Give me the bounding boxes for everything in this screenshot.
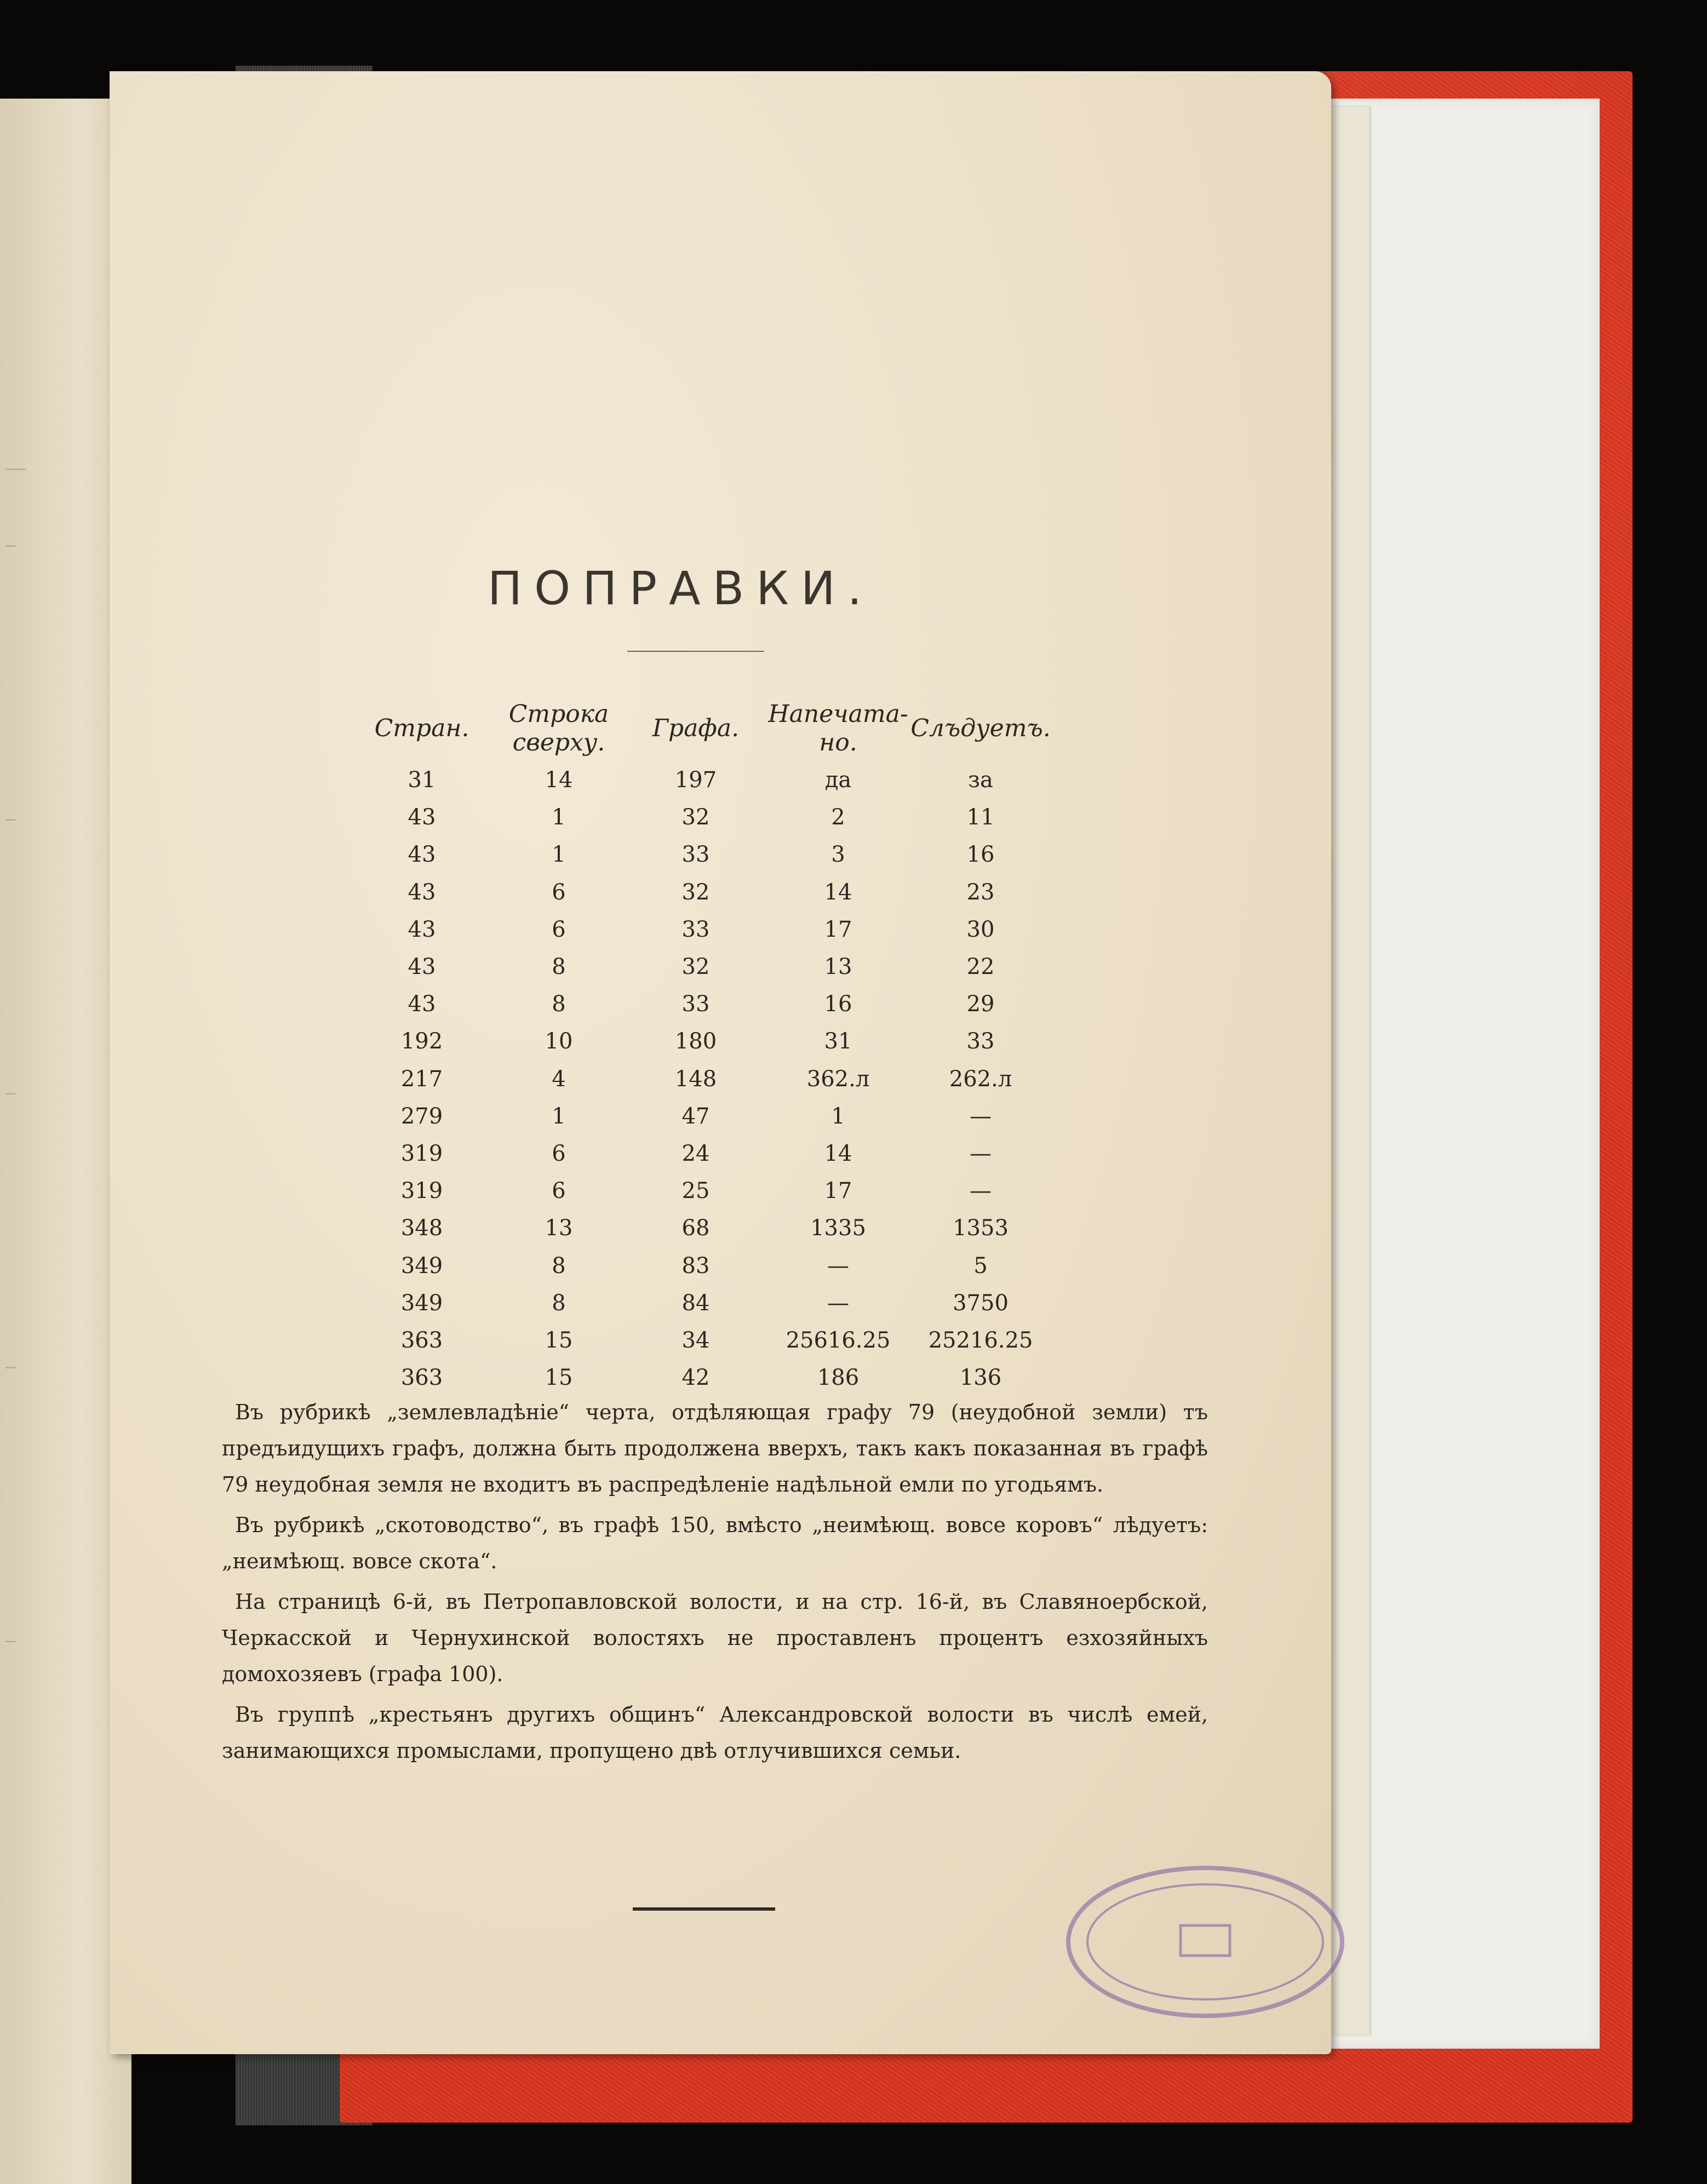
facing-page-edge: ── ─ ─ ─ ─ ─ <box>0 99 131 2184</box>
table-cell: 10 <box>545 1029 573 1054</box>
notes-section <box>222 1394 1208 1773</box>
bottom-rule <box>633 1907 775 1911</box>
table-header-row <box>351 696 1052 761</box>
table-cell: 23 <box>966 879 995 905</box>
table-cell: 192 <box>400 1029 443 1054</box>
table-cell: 3750 <box>953 1290 1009 1316</box>
table-row <box>351 874 1052 911</box>
table-cell: 180 <box>674 1029 717 1054</box>
table-cell: 148 <box>674 1066 717 1092</box>
table-cell: 1335 <box>810 1216 866 1241</box>
header-should-be: Слъдуетъ. <box>910 714 1051 742</box>
table-cell: 15 <box>545 1327 573 1353</box>
table-cell: — <box>970 1140 992 1166</box>
table-cell: 262.л <box>949 1066 1012 1092</box>
table-cell: — <box>970 1178 992 1204</box>
table-cell: 17 <box>824 916 852 942</box>
table-cell: 136 <box>959 1365 1002 1391</box>
table-cell: 43 <box>408 879 436 905</box>
note-paragraph: На страницѣ 6-й, въ Петропавловской волости, и на стр. 16-й, въ Славяноербской, Черкасской и Чернухинской волостяхъ не проставленъ процентъ езхозяйныхъ домохозяевъ (графа 100). <box>222 1590 1208 1686</box>
table-cell: 32 <box>681 954 710 980</box>
table-cell: 8 <box>552 954 566 980</box>
table-cell: 33 <box>681 991 710 1017</box>
table-row <box>351 1285 1052 1322</box>
table-cell: — <box>827 1253 849 1279</box>
table-cell: — <box>970 1103 992 1129</box>
table-row <box>351 1061 1052 1098</box>
header-line: Строка сверху. <box>508 700 609 756</box>
table-cell: 30 <box>966 916 995 942</box>
table-cell: 349 <box>400 1253 443 1279</box>
table-cell: 1 <box>552 805 566 830</box>
table-row <box>351 948 1052 985</box>
table-row <box>351 1098 1052 1135</box>
table-cell: 22 <box>966 954 995 980</box>
table-cell: 33 <box>966 1029 995 1054</box>
table-cell: 29 <box>966 991 995 1017</box>
table-cell: 25616.25 <box>786 1327 891 1353</box>
table-cell: 16 <box>824 991 852 1017</box>
table-cell: 6 <box>552 916 566 942</box>
table-cell: 15 <box>545 1365 573 1391</box>
table-cell: 14 <box>824 1140 852 1166</box>
table-cell: 17 <box>824 1178 852 1204</box>
table-cell: 43 <box>408 916 436 942</box>
table-cell: 11 <box>966 805 995 830</box>
header-column: Графа. <box>652 714 740 742</box>
table-cell: 43 <box>408 805 436 830</box>
table-cell: 43 <box>408 991 436 1017</box>
table-cell: 362.л <box>806 1066 870 1092</box>
table-cell: 363 <box>400 1365 443 1391</box>
table-cell: 363 <box>400 1327 443 1353</box>
table-cell: 47 <box>681 1103 710 1129</box>
table-cell: 32 <box>681 805 710 830</box>
table-row <box>351 1023 1052 1060</box>
header-page: Стран. <box>374 714 469 742</box>
table-cell: 25 <box>681 1178 710 1204</box>
table-cell: 33 <box>681 842 710 868</box>
table-cell: 43 <box>408 842 436 868</box>
table-cell: 24 <box>681 1140 710 1166</box>
table-cell: 1 <box>552 1103 566 1129</box>
title-rule <box>627 651 764 652</box>
table-cell: 8 <box>552 1253 566 1279</box>
note-paragraph: Въ рубрикѣ „скотоводство“, въ графѣ 150, вмѣсто „неимѣющ. вовсе коровъ“ лѣдуетъ: „неимѣющ. вовсе скота“. <box>222 1513 1208 1573</box>
table-cell: 348 <box>400 1216 443 1241</box>
table-cell: 42 <box>681 1365 710 1391</box>
table-cell: 6 <box>552 1140 566 1166</box>
table-cell: 31 <box>824 1029 852 1054</box>
table-cell: — <box>827 1290 849 1316</box>
table-cell: 8 <box>552 991 566 1017</box>
table-cell: 31 <box>408 767 436 793</box>
table-cell: 4 <box>552 1066 566 1092</box>
table-row <box>351 1322 1052 1359</box>
table-cell: 68 <box>681 1216 710 1241</box>
table-cell: 25216.25 <box>928 1327 1033 1353</box>
table-cell: 3 <box>831 842 845 868</box>
table-cell: 43 <box>408 954 436 980</box>
document-page <box>110 71 1331 2054</box>
table-cell: 8 <box>552 1290 566 1316</box>
table-cell: 197 <box>674 767 717 793</box>
table-cell: 14 <box>545 767 573 793</box>
library-stamp <box>1063 1862 1348 2021</box>
table-row <box>351 1135 1052 1172</box>
table-cell: 6 <box>552 1178 566 1204</box>
table-row <box>351 1172 1052 1209</box>
table-cell: 14 <box>824 879 852 905</box>
table-cell: 1353 <box>953 1216 1009 1241</box>
table-row <box>351 761 1052 799</box>
table-cell: 84 <box>681 1290 710 1316</box>
table-cell: 33 <box>681 916 710 942</box>
table-row <box>351 1209 1052 1247</box>
header-printed: Напечата-но. <box>768 700 908 756</box>
table-row <box>351 911 1052 948</box>
table-cell: 6 <box>552 879 566 905</box>
table-cell: 5 <box>973 1253 988 1279</box>
table-cell: 1 <box>831 1103 845 1129</box>
table-row <box>351 836 1052 873</box>
table-row <box>351 1359 1052 1396</box>
table-cell: 186 <box>817 1365 860 1391</box>
table-body <box>351 761 1052 1396</box>
note-paragraph: Въ группѣ „крестьянъ другихъ общинъ“ Александровской волости въ числѣ емей, занимающихся промыслами, пропущено двѣ отлучившихся семьи. <box>222 1703 1208 1763</box>
table-cell: да <box>824 767 852 793</box>
table-row <box>351 985 1052 1023</box>
table-cell: 319 <box>400 1178 443 1204</box>
table-cell: за <box>968 767 993 793</box>
table-row <box>351 1247 1052 1284</box>
corrections-table <box>351 696 1052 1396</box>
table-cell: 13 <box>824 954 852 980</box>
note-paragraph: Въ рубрикѣ „землевладѣніе“ черта, отдѣляющая графу 79 (неудобной земли) тъ предъидущихъ графъ, должна быть продолжена вверхъ, такъ какъ показанная въ графѣ 79 неудобная земля не входитъ въ распредѣленіе надѣльной емли по угодьямъ. <box>222 1400 1208 1497</box>
table-cell: 319 <box>400 1140 443 1166</box>
table-cell: 349 <box>400 1290 443 1316</box>
table-cell: 13 <box>545 1216 573 1241</box>
table-cell: 279 <box>400 1103 443 1129</box>
table-cell: 1 <box>552 842 566 868</box>
table-row <box>351 799 1052 836</box>
table-cell: 2 <box>831 805 845 830</box>
page-title: ПОПРАВКИ. <box>488 561 874 615</box>
table-cell: 16 <box>966 842 995 868</box>
table-cell: 34 <box>681 1327 710 1353</box>
table-cell: 83 <box>681 1253 710 1279</box>
table-cell: 32 <box>681 879 710 905</box>
table-cell: 217 <box>400 1066 443 1092</box>
